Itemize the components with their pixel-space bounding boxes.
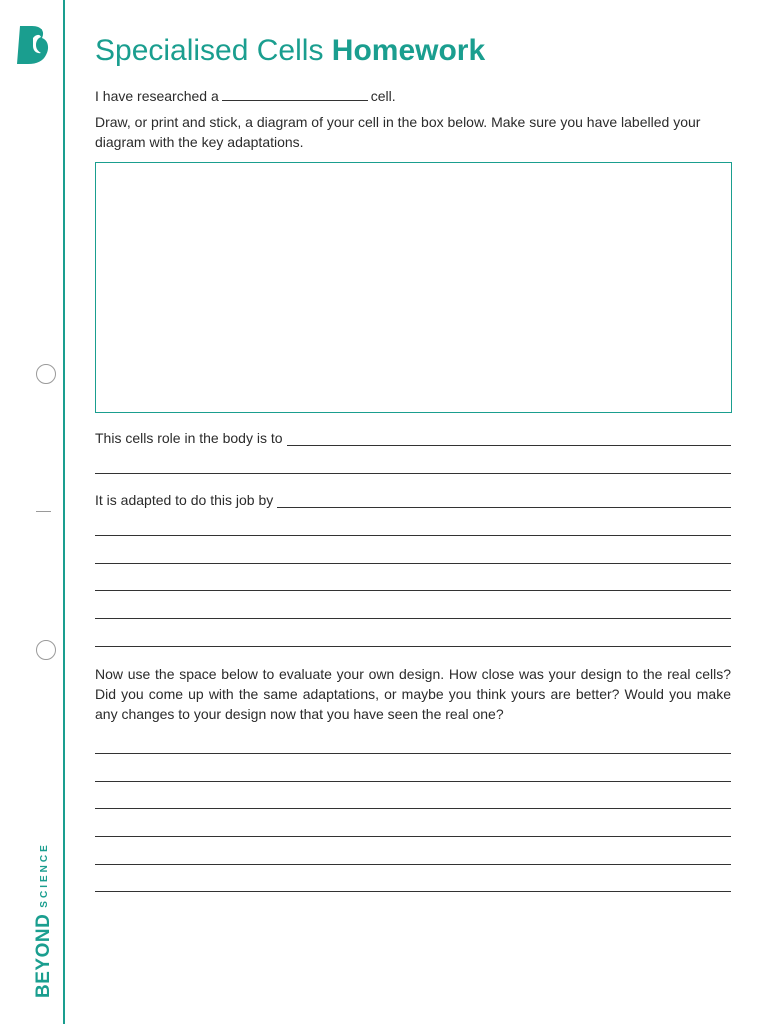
answer-line[interactable]	[95, 618, 731, 619]
brand-subname: SCIENCE	[38, 842, 50, 908]
beyond-logo-icon	[16, 24, 50, 66]
role-answer-row	[95, 430, 731, 446]
answer-line[interactable]	[95, 563, 731, 564]
answer-line[interactable]	[95, 535, 731, 536]
answer-line[interactable]	[95, 753, 731, 754]
researched-suffix: cell.	[370, 88, 396, 104]
page-title	[95, 34, 485, 68]
diagram-instruction: Draw, or print and stick, a diagram of your cell in the box below. Make sure you have labelled your diagram with the key adaptations.	[95, 114, 701, 150]
diagram-box[interactable]	[95, 162, 732, 413]
adapted-label: It is adapted to do this job by	[95, 492, 274, 508]
margin-line	[63, 0, 65, 1024]
answer-line[interactable]	[95, 808, 731, 809]
punch-hole-marker	[36, 364, 56, 384]
adapted-answer-line[interactable]	[277, 493, 731, 508]
researched-line	[95, 86, 396, 106]
cell-name-blank[interactable]	[222, 86, 368, 101]
answer-line[interactable]	[95, 473, 731, 474]
answer-line[interactable]	[95, 781, 731, 782]
punch-hole-marker	[36, 640, 56, 660]
title-bold: Homework	[331, 34, 486, 67]
answer-line[interactable]	[95, 836, 731, 837]
fold-mark	[36, 511, 51, 512]
answer-line[interactable]	[95, 864, 731, 865]
brand-wordmark	[33, 842, 55, 998]
role-label: This cells role in the body is to	[95, 430, 283, 446]
evaluate-instruction: Now use the space below to evaluate your own design. How close was your design to the real cells? Did you come up with the same adaptations, or maybe you think yours are better? Would you make any changes to your design now that you have seen the real one?	[95, 666, 731, 722]
answer-line[interactable]	[95, 590, 731, 591]
brand-name: BEYOND	[33, 913, 54, 998]
role-answer-line[interactable]	[287, 431, 731, 446]
answer-line[interactable]	[95, 646, 731, 647]
adapted-answer-row	[95, 492, 731, 508]
answer-line[interactable]	[95, 891, 731, 892]
title-regular: Specialised Cells	[95, 34, 324, 67]
researched-prefix: I have researched a	[95, 88, 219, 104]
